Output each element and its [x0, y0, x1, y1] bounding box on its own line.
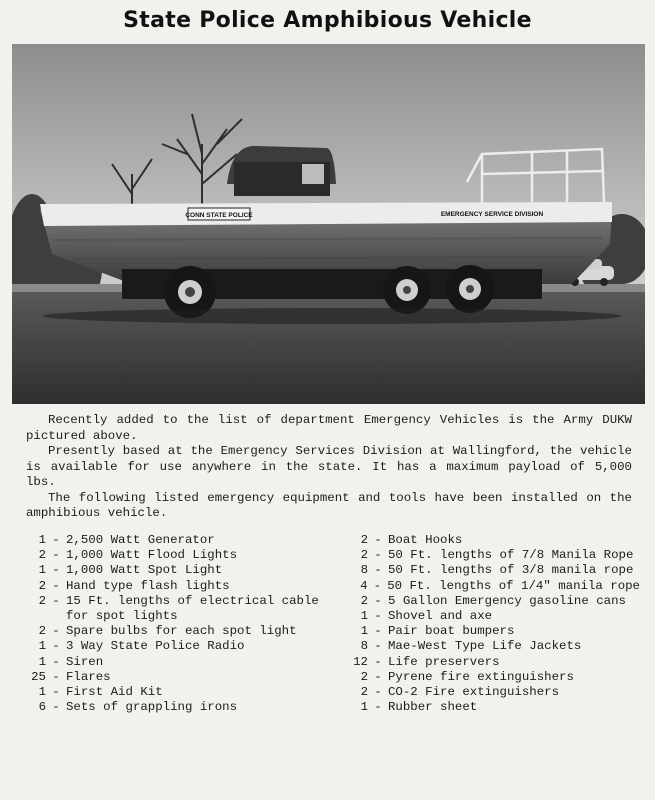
equipment-item	[340, 624, 640, 639]
equipment-name: 50 Ft. lengths of 1/4" manila rope	[387, 578, 640, 593]
separator: -	[374, 654, 382, 669]
equipment-qty: 6	[38, 700, 46, 715]
separator: -	[52, 654, 60, 669]
equipment-qty: 8	[360, 563, 368, 578]
separator: -	[374, 533, 382, 547]
separator: -	[52, 563, 60, 578]
equipment-name: Pyrene fire extinguishers	[388, 669, 574, 684]
equipment-item	[18, 700, 340, 715]
equipment-item	[340, 563, 640, 578]
equipment-item	[18, 594, 340, 609]
equipment-name: Shovel and axe	[388, 609, 493, 624]
equipment-item	[340, 655, 640, 670]
separator: -	[374, 639, 382, 654]
separator: -	[52, 548, 60, 563]
equipment-item	[340, 685, 640, 700]
equipment-item	[18, 624, 340, 639]
equipment-qty: 2	[38, 593, 46, 608]
equipment-qty: 1	[38, 533, 46, 547]
equipment-qty: 12	[353, 654, 368, 669]
equipment-qty: 1	[360, 609, 368, 624]
equipment-name: 3 Way State Police Radio	[66, 639, 245, 654]
vehicle-photo	[12, 44, 645, 404]
equipment-item	[340, 639, 640, 654]
equipment-name: 5 Gallon Emergency gasoline cans	[388, 593, 626, 608]
equipment-qty: 25	[31, 669, 46, 684]
equipment-name: Life preservers	[388, 654, 500, 669]
equipment-name: First Aid Kit	[66, 685, 163, 700]
equipment-item	[18, 685, 340, 700]
separator: -	[52, 700, 60, 715]
equipment-qty: 2	[360, 669, 368, 684]
separator: -	[374, 624, 382, 639]
equipment-item	[18, 670, 340, 685]
equipment-item	[18, 579, 340, 594]
intro-text	[26, 413, 632, 522]
equipment-qty: 2	[360, 548, 368, 563]
equipment-item	[18, 533, 340, 548]
equipment-name: 1,000 Watt Spot Light	[66, 563, 223, 578]
equipment-qty: 2	[38, 624, 46, 639]
equipment-qty: 1	[38, 685, 46, 700]
equipment-qty: 1	[360, 700, 368, 715]
equipment-qty: 1	[38, 654, 46, 669]
intro-paragraph: The following listed emergency equipment and tools have been installed on the amphibious vehicle.	[26, 490, 632, 520]
separator: -	[374, 685, 382, 700]
separator: -	[52, 578, 60, 593]
equipment-qty: 1	[38, 639, 46, 654]
separator: -	[52, 639, 60, 654]
separator: -	[374, 548, 382, 563]
equipment-name: Spare bulbs for each spot light	[66, 624, 297, 639]
equipment-item	[340, 670, 640, 685]
hull-right-text: EMERGENCY SERVICE DIVISION	[440, 211, 544, 218]
intro-paragraph: Presently based at the Emergency Services Division at Wallingford, the vehicle is available for use anywhere in the state. It has a maximum payload of 5,000 lbs.	[26, 444, 632, 489]
equipment-name: 50 Ft. lengths of 3/8 manila rope	[388, 563, 634, 578]
equipment-qty: 2	[360, 685, 368, 700]
separator: -	[374, 700, 382, 715]
equipment-name: Hand type flash lights	[66, 578, 230, 593]
equipment-item	[340, 579, 640, 594]
separator: -	[52, 685, 60, 700]
separator: -	[374, 563, 382, 578]
equipment-name: 15 Ft. lengths of electrical cable	[66, 593, 319, 608]
equipment-qty: 1	[38, 563, 46, 578]
equipment-item	[340, 594, 640, 609]
equipment-name: 50 Ft. lengths of 7/8 Manila Rope	[388, 548, 634, 563]
equipment-qty: 8	[360, 639, 368, 654]
equipment-item	[18, 639, 340, 654]
equipment-qty: 2	[360, 593, 368, 608]
equipment-item	[18, 563, 340, 578]
separator: -	[374, 593, 382, 608]
equipment-item	[340, 533, 640, 548]
grass	[12, 289, 645, 404]
separator: -	[374, 609, 382, 624]
equipment-qty: 4	[360, 578, 368, 593]
equipment-name: Boat Hooks	[388, 533, 463, 547]
hull-left-text: CONN STATE POLICE	[185, 212, 253, 219]
equipment-qty: 2	[360, 533, 368, 547]
separator: -	[52, 669, 60, 684]
separator: -	[52, 624, 60, 639]
equipment-item	[18, 655, 340, 670]
equipment-name: 2,500 Watt Generator	[66, 533, 215, 547]
equipment-name: Flares	[66, 669, 111, 684]
separator: -	[52, 593, 60, 608]
equipment-item-continuation: for spot lights	[66, 609, 178, 624]
canvas-cab	[227, 146, 336, 196]
equipment-name: CO-2 Fire extinguishers	[388, 685, 560, 700]
equipment-name: Siren	[66, 654, 104, 669]
equipment-qty: 1	[360, 624, 368, 639]
separator: -	[374, 669, 382, 684]
intro-paragraph: Recently added to the list of department Emergency Vehicles is the Army DUKW pictured above.	[26, 413, 632, 443]
page-title: State Police Amphibious Vehicle	[123, 8, 532, 33]
equipment-name: 1,000 Watt Flood Lights	[66, 548, 238, 563]
equipment-item	[340, 700, 640, 715]
equipment-name: Sets of grappling irons	[66, 700, 238, 715]
equipment-name: Mae-West Type Life Jackets	[388, 639, 582, 654]
equipment-qty: 2	[38, 548, 46, 563]
equipment-item	[340, 548, 640, 563]
equipment-list-right	[340, 533, 640, 715]
equipment-item	[18, 548, 340, 563]
equipment-name: Pair boat bumpers	[388, 624, 515, 639]
equipment-list-left	[18, 533, 340, 715]
separator: -	[373, 578, 382, 593]
equipment-qty: 2	[38, 578, 46, 593]
equipment-item	[340, 609, 640, 624]
equipment-name: Rubber sheet	[388, 700, 478, 715]
separator: -	[52, 533, 60, 547]
